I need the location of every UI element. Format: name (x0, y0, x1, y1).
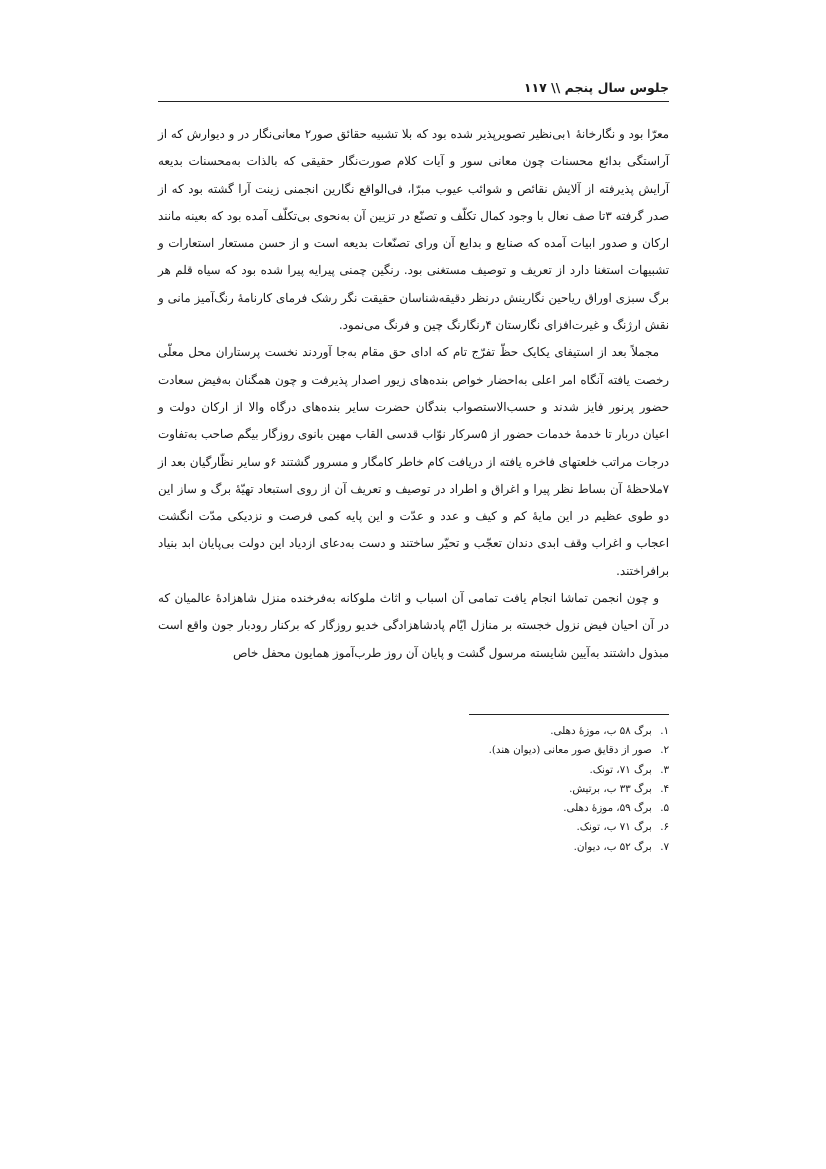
footnote-number: ۷. (660, 840, 669, 853)
footnote-text: صور از دقایق صور معانی (دیوان هند). (488, 744, 652, 757)
footnote-number: ۶. (660, 821, 669, 834)
footnote (400, 838, 669, 857)
footnote-number: ۴. (660, 782, 669, 795)
footnote-rule (469, 714, 669, 715)
header-rule (158, 101, 669, 102)
footnote-number: ۵. (660, 802, 669, 815)
footnote-text: برگ ۵۸ ب، موزهٔ دهلی. (550, 725, 652, 737)
footnote-text: برگ ۷۱ ب، تونک. (576, 821, 652, 834)
footnote (400, 741, 669, 760)
footnote-text: برگ ۷۱، تونک. (589, 763, 652, 776)
footnote (400, 780, 669, 799)
footnote-number: ۱. (660, 725, 669, 737)
paragraph: معرّا بود و نگارخانهٔ ۱بی‌نظیر تصویرپذیر شده بود که بلا تشبیه حقائق صور۲ معانی‌نگار در و دیوارش که از آراستگی بدائع محسنات چون معانی سور و آیات کلام صورت‌نگار حقیقی که بالذات به‌محسنات بدیعه آرایش پذیرفته از آلایش نقائص و شوائب عیوب مبرّا، فی‌الواقع نگارین انجمنی زینت آرا گشته بود که از صدر گرفته ۳تا صف نعال با وجود کمال تکلّف و تصنّع در تزیین آن به‌نحوی بی‌تکلّف آمده بود که بعینه مانند ارکان و صدور ابیات آمده که صنایع و بدایع آن ورای تصنّعات بدیعه است و از حسن مستعار استعارات و تشبیهات استغنا دارد از تعریف و توصیف مستغنی بود. رنگین چمنی پیرایه پیرا شده بود که سیاه قلم هر برگ سبزی اوراق ریاحین نگارینش درنظر دقیقه‌شناسان حقیقت نگر رشک فرمای کارنامهٔ رنگ‌آمیز مانی و نقش ارژنگ و غیرت‌افزای نگارستان ۴رنگارنگ چین و فرنگ می‌نمود. (158, 127, 669, 333)
footnotes (400, 722, 669, 857)
paragraph: و چون انجمن تماشا انجام یافت تمامی آن اسباب و اثاث ملوکانه به‌فرخنده منزل شاهزادهٔ عالمیان که در آن احیان فیض نزول خجسته بر منازل ایّام پادشاهزادگی خدیو روزگار که برکنار رودبار جون واقع است مبذول داشتند به‌آیین شایسته مرسول گشت و پایان آن روز طرب‌آموز همایون محفل خاص (158, 591, 669, 660)
footnote (400, 818, 669, 837)
footnote-text: برگ ۵۹، موزهٔ دهلی. (563, 802, 652, 815)
footnote-number: ۳. (660, 763, 669, 776)
footnote (400, 761, 669, 780)
paragraph: مجملاً بعد از استیفای یکایک حظّ تفرّج تام که ادای حق مقام به‌جا آوردند نخست پرستاران محل معلّی رخصت یافته آنگاه امر اعلی به‌احضار خواص بنده‌های زیور اصدار پذیرفت و چون همگنان به‌فیض سعادت حضور پرنور فایز شدند و حسب‌الاستصواب بندگان حضرت سایر بنده‌های درگاه والا از ارکان دولت و اعیان دربار تا خدمهٔ خدمات حضور از ۵سرکار نوّاب قدسی القاب مهین بانوی روزگار بیگم صاحب به‌تفاوت درجات مراتب خلعتهای فاخره یافته از دریافت کام خاطر کامگار و مسرور گشتند ۶و سایر نظّارگیان بعد از ۷ملاحظهٔ آن بساط نظر پیرا و اغراق و اطراد در توصیف و تعریف آن از روی استبعاد تهیّهٔ برگ و ساز این دو طوی عظیم در این مایهٔ کم و کیف و عدد و عدّت و این پایه کمی فرصت و نزدیکی مدّت انگشت اعجاب و اغراب وقف ابدی دندان تعجّب و تحیّر ساختند و دست به‌دعای ازدیاد این دولت بی‌پایان ابد بنیاد برافراختند. (158, 345, 669, 578)
footnote (400, 722, 669, 741)
footnote-text: برگ ۳۳ ب، برتیش. (569, 782, 652, 795)
footnote-number: ۲. (660, 744, 669, 757)
footnote (400, 799, 669, 818)
footnote-text: برگ ۵۲ ب، دیوان. (573, 840, 652, 853)
body-text (158, 121, 669, 667)
running-head: جلوس سال پنجم \\ ۱۱۷ (523, 80, 669, 95)
